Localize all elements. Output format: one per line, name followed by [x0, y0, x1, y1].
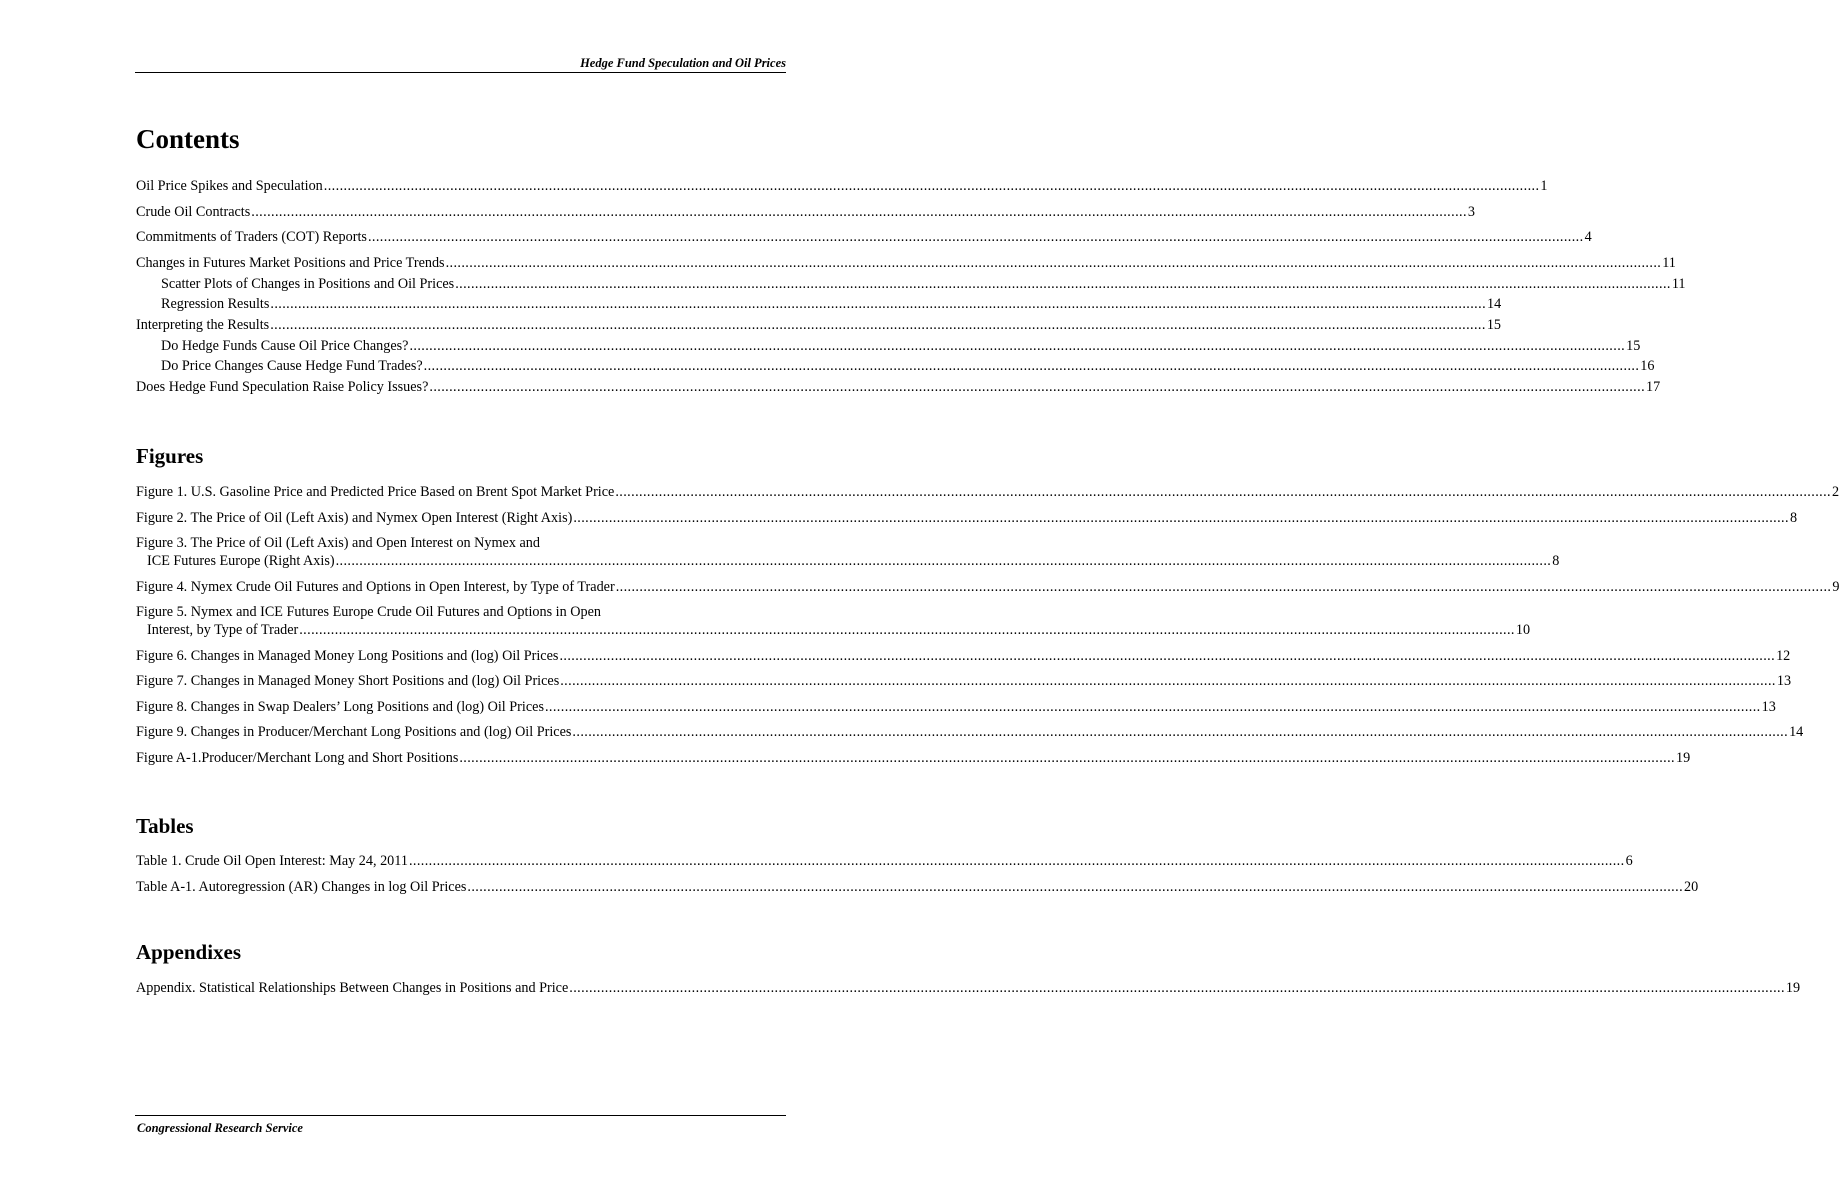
toc-entry-title: Figure 4. Nymex Crude Oil Futures and Options in Open Interest, by Type of Trader	[136, 578, 615, 595]
dot-leader	[270, 316, 1486, 334]
toc-entry-page: 9	[1832, 578, 1839, 595]
toc-entry-title: Figure 1. U.S. Gasoline Price and Predicted Price Based on Brent Spot Market Price	[136, 484, 615, 500]
toc-entry-title: Does Hedge Fund Speculation Raise Policy Issues?	[136, 378, 429, 395]
toc-entry-title-continued: Interest, by Type of Trader	[147, 622, 299, 638]
toc-entry-title: Figure 7. Changes in Managed Money Short Positions and (log) Oil Prices	[136, 673, 560, 689]
toc-entry-title: Regression Results	[161, 295, 270, 312]
dot-leader	[409, 337, 1625, 355]
toc-entry[interactable]	[136, 979, 1801, 997]
toc-subentry[interactable]	[136, 337, 1641, 355]
contents-list	[136, 177, 1686, 396]
toc-entry-page: 4	[1584, 229, 1592, 245]
toc-entry[interactable]	[136, 378, 1661, 396]
dot-leader	[251, 203, 1467, 221]
dot-leader	[368, 228, 1584, 246]
toc-entry[interactable]	[136, 749, 1691, 767]
toc-entry-title: Figure 8. Changes in Swap Dealers’ Long Positions and (log) Oil Prices	[136, 698, 544, 715]
toc-entry-page: 17	[1646, 378, 1661, 395]
toc-entry-page: 13	[1761, 698, 1776, 715]
toc-entry[interactable]	[136, 254, 1676, 272]
toc-entry-title: Figure 3. The Price of Oil (Left Axis) and Open Interest on Nymex and	[136, 535, 540, 551]
figures-list	[136, 483, 1839, 767]
toc-entry[interactable]	[136, 483, 1839, 501]
dot-leader	[429, 378, 1645, 396]
dot-leader	[560, 672, 1776, 690]
toc-entry[interactable]	[136, 672, 1792, 690]
toc-entry-title: Commitments of Traders (COT) Reports	[136, 229, 367, 245]
toc-entry-page: 11	[1662, 254, 1676, 271]
toc-entry-title: Interpreting the Results	[136, 316, 270, 333]
toc-entry-page: 3	[1467, 203, 1476, 220]
appendixes-list	[136, 979, 1801, 997]
toc-entry-page: 6	[1625, 853, 1633, 869]
toc-entry[interactable]	[136, 723, 1804, 741]
toc-entry-title: Appendix. Statistical Relationships Between Changes in Positions and Price	[136, 980, 569, 996]
dot-leader	[559, 647, 1775, 665]
toc-entry-page: 16	[1640, 357, 1655, 374]
dot-leader	[572, 723, 1788, 741]
toc-entry-page: 20	[1684, 878, 1699, 895]
toc-entry-page: 2	[1831, 484, 1839, 500]
dot-leader	[446, 254, 1662, 272]
dot-leader	[336, 552, 1552, 570]
dot-leader	[545, 698, 1761, 716]
toc-entry-page: 13	[1776, 673, 1792, 689]
toc-entry[interactable]	[136, 509, 1798, 527]
toc-entry[interactable]	[136, 177, 1548, 195]
appendixes-heading: Appendixes	[136, 940, 242, 964]
dot-leader	[616, 578, 1832, 596]
dot-leader	[409, 852, 1625, 870]
toc-entry-page: 15	[1626, 337, 1641, 354]
toc-entry-title: Table A-1. Autoregression (AR) Changes in log Oil Prices	[136, 878, 467, 895]
toc-entry-page: 14	[1789, 724, 1804, 740]
toc-entry[interactable]	[136, 878, 1699, 896]
running-footer: Congressional Research Service	[137, 1121, 303, 1135]
contents-heading: Contents	[136, 124, 240, 154]
toc-entry-page: 19	[1785, 980, 1801, 996]
toc-entry[interactable]	[136, 647, 1791, 665]
toc-entry-page: 11	[1671, 275, 1686, 292]
toc-subentry[interactable]	[136, 357, 1655, 375]
dot-leader	[573, 509, 1789, 527]
toc-entry-title: Do Hedge Funds Cause Oil Price Changes?	[161, 337, 409, 354]
dot-leader	[424, 357, 1640, 375]
toc-entry-title: Figure 6. Changes in Managed Money Long Positions and (log) Oil Prices	[136, 647, 559, 664]
toc-entry-title: Figure 2. The Price of Oil (Left Axis) and Nymex Open Interest (Right Axis)	[136, 509, 573, 526]
toc-entry-page: 19	[1675, 749, 1691, 766]
dot-leader	[615, 483, 1831, 501]
dot-leader	[324, 177, 1540, 195]
toc-entry-title: Changes in Futures Market Positions and Price Trends	[136, 254, 445, 271]
toc-entry[interactable]	[136, 228, 1592, 246]
dot-leader	[569, 979, 1785, 997]
toc-entry[interactable]	[136, 203, 1476, 221]
toc-entry[interactable]	[136, 316, 1502, 334]
dot-leader	[455, 275, 1671, 293]
toc-entry[interactable]	[136, 698, 1776, 716]
toc-entry[interactable]	[136, 603, 1531, 639]
toc-entry-title-continued: ICE Futures Europe (Right Axis)	[147, 553, 335, 569]
toc-entry-title: Figure 9. Changes in Producer/Merchant Long Positions and (log) Oil Prices	[136, 724, 572, 740]
toc-entry-page: 10	[1515, 622, 1531, 638]
toc-entry-page: 8	[1789, 509, 1798, 526]
toc-entry[interactable]	[136, 534, 1560, 570]
toc-entry[interactable]	[136, 578, 1839, 596]
toc-entry[interactable]	[136, 852, 1633, 870]
toc-entry-page: 12	[1776, 647, 1791, 664]
toc-entry-page: 14	[1487, 295, 1502, 312]
dot-leader	[459, 749, 1675, 767]
toc-entry-page: 15	[1486, 316, 1502, 333]
figures-heading: Figures	[136, 444, 204, 468]
running-header: Hedge Fund Speculation and Oil Prices	[580, 56, 786, 70]
header-rule	[135, 72, 786, 73]
tables-list	[136, 852, 1699, 896]
toc-entry-title: Do Price Changes Cause Hedge Fund Trades?	[161, 357, 423, 374]
toc-entry-title: Oil Price Spikes and Speculation	[136, 178, 323, 194]
footer-rule	[135, 1115, 786, 1116]
toc-entry-title: Figure A-1.Producer/Merchant Long and Short Positions	[136, 749, 459, 766]
tables-heading: Tables	[136, 814, 194, 838]
toc-entry-title: Crude Oil Contracts	[136, 203, 251, 220]
toc-subentry[interactable]	[136, 295, 1502, 313]
dot-leader	[467, 878, 1683, 896]
toc-entry-title: Figure 5. Nymex and ICE Futures Europe Crude Oil Futures and Options in Open	[136, 604, 601, 620]
toc-subentry[interactable]	[136, 275, 1686, 293]
toc-entry-page: 8	[1552, 553, 1560, 569]
dot-leader	[270, 295, 1486, 313]
toc-entry-title: Scatter Plots of Changes in Positions and Oil Prices	[161, 275, 455, 292]
dot-leader	[299, 621, 1515, 639]
toc-entry-page: 1	[1540, 178, 1548, 194]
toc-entry-title: Table 1. Crude Oil Open Interest: May 24, 2011	[136, 853, 408, 869]
